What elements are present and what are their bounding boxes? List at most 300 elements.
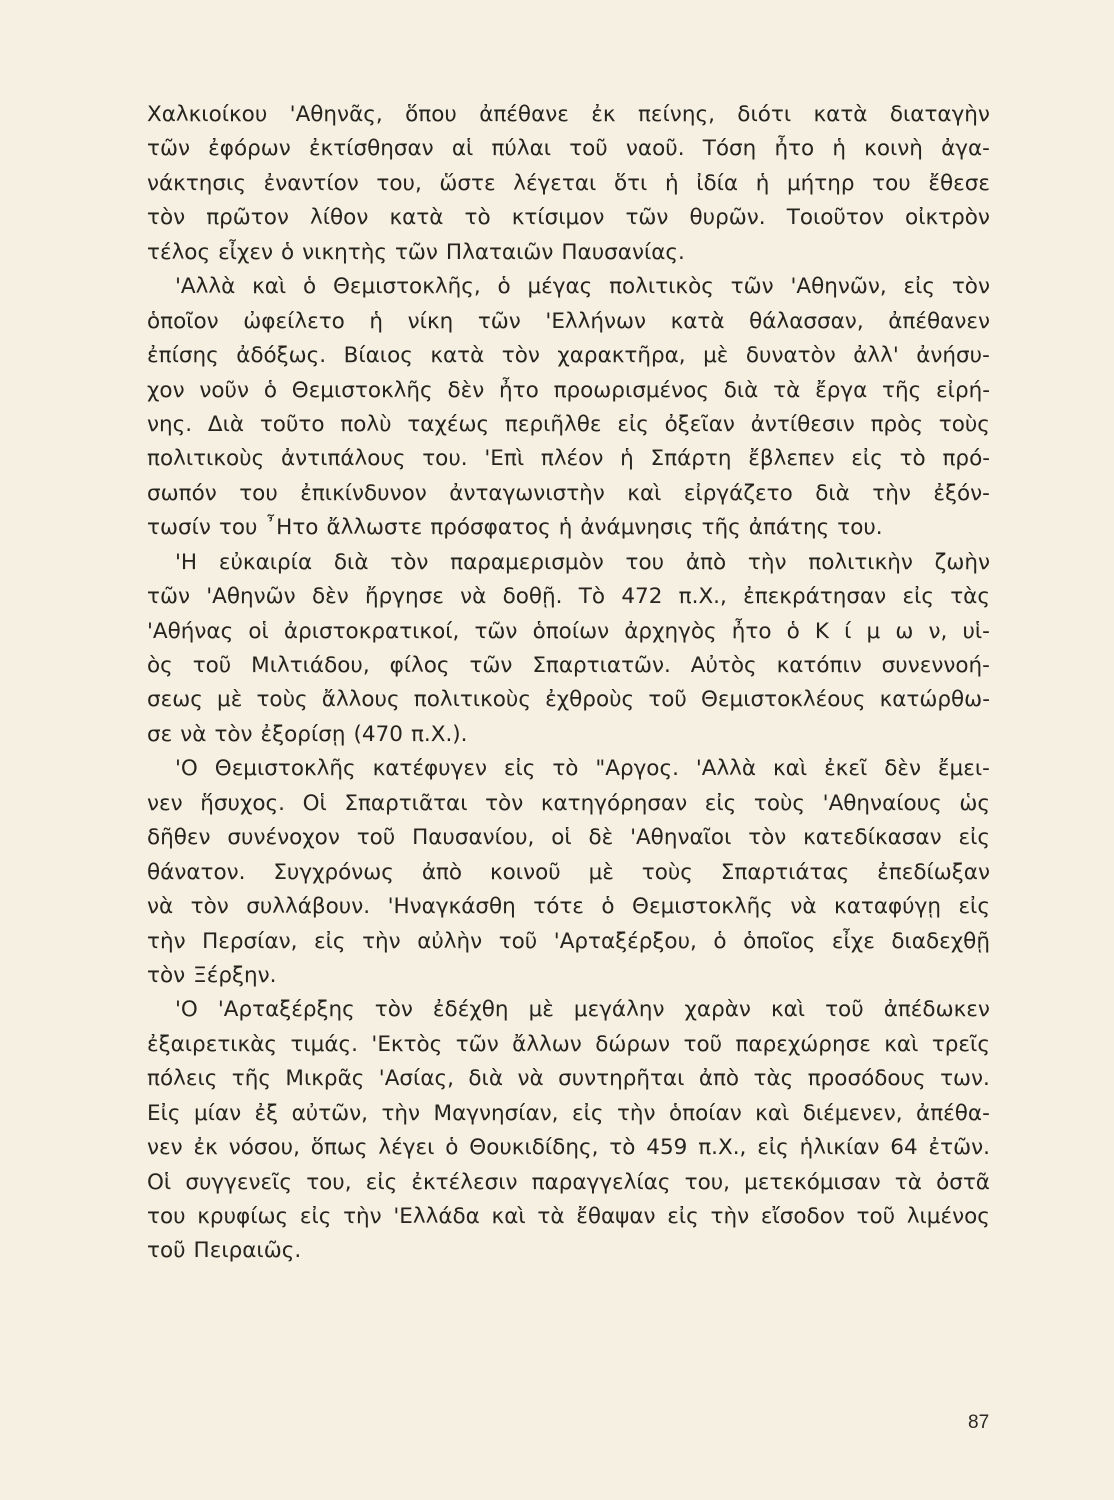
word: ἐκτίσθησαν [308,136,434,162]
word: ἀπέδωκεν [883,997,990,1023]
word: πόλεις [147,1066,218,1092]
word: ἐκ [591,102,616,127]
word: τὸν [390,549,429,575]
word: ἄλλους [321,687,400,713]
word: δὲν [447,377,485,403]
text-line [147,959,990,993]
text-line [147,408,990,442]
word: Μαγνησίαν, [433,1100,559,1126]
word: ἀρχηγὸς [624,618,717,644]
word: ἐκ [193,1135,218,1161]
text-line [147,236,990,270]
word: ω [895,618,914,644]
word: τὴν [710,1204,750,1229]
word: ὥστε [439,170,496,196]
word: κατέφυγεν [372,756,487,782]
word: δὲ [588,825,614,851]
word: τωσίν [147,515,211,541]
word: οἰκτρὸν [905,205,990,231]
word: χαρακτῆρα, [557,343,686,369]
word: εὐκαιρία [218,549,313,575]
word: τὸν [501,343,540,369]
word: ἀντιπάλους [280,446,406,472]
word: κατὰ [813,102,868,127]
word: νὰ [147,894,174,920]
word: ὁ [303,274,317,300]
text-line [147,993,990,1027]
word: τῶν [477,308,521,334]
text-line [147,1028,990,1062]
word: τὰ [894,1169,922,1195]
word: ἐκτέλεσιν [411,1169,518,1195]
word: πολιτικὸς [609,274,714,300]
word: προωρισμένος [553,377,709,403]
word: Παυσανίας. [561,239,685,265]
word: τῶν [469,653,513,678]
word: κτίσιμον [511,205,605,231]
word: Τὸ [578,584,606,610]
word: δῆθεν [147,825,211,851]
word: καὶ [627,480,662,506]
text-line [147,821,990,855]
word: κατὰ [670,308,725,334]
text-line [147,615,990,649]
word: ἀπάτης [748,515,830,541]
word: κατώρθω- [879,687,990,713]
word: καὶ [755,1100,790,1126]
word: τὸ [552,756,579,782]
word: ὁ [497,274,511,300]
word: συντηρῆται [558,1066,685,1092]
word: καὶ [773,756,808,782]
word: παραμερισμὸν [450,549,604,575]
word: νικητὴς [302,239,387,265]
word: ἤργησε [365,584,444,610]
word: καὶ [491,1204,526,1229]
word: π.Χ.). [410,721,468,747]
text-line [147,270,990,304]
word: Πλαταιῶν [445,239,554,265]
text-line [147,925,990,959]
word: λιμένος [906,1204,990,1229]
word: ὁ [281,239,295,265]
word: Σπαρτιᾶται [344,790,468,816]
word: ζωὴν [934,549,990,575]
word: Τοιοῦτον [786,205,884,231]
word: φίλος [389,653,450,678]
word: τὸν [147,962,186,988]
text-line [147,1234,990,1268]
word: 'Ελλάδα [393,1204,480,1229]
word: ἀπέθα- [916,1100,990,1126]
word: νεν [147,790,183,816]
word: 'Αθηναῖοι [630,825,732,851]
word: ἦτο [731,618,772,644]
word: τοῦ [683,1031,723,1057]
word: ἔβλεπεν [748,446,835,472]
word: τὸ [464,205,491,231]
word: 'Αλλὰ [695,756,757,782]
word: τὰς [950,584,990,610]
word: Αὐτὸς [690,653,757,678]
word: ταχέως [407,411,490,437]
word: νὰ [517,1066,544,1092]
word: ἐπικίνδυνον [300,480,427,506]
word: Οἱ [147,1169,172,1195]
word: ὁ [786,618,800,644]
word: τῆς [882,377,922,403]
text-line [147,787,990,821]
word: ἐξόν- [933,480,990,506]
word: πείνης, [637,102,715,127]
text-line [147,132,990,166]
word: ἐπεδίωξαν [877,859,990,885]
word: 'Επὶ [484,446,525,472]
word: ἦτο [499,377,539,403]
word: πολιτικοὺς [413,687,531,713]
word: ἀδόξως. [236,343,327,369]
word: κοινοῦ [489,859,561,885]
word: εἰς [667,1204,699,1229]
text-line [147,1097,990,1131]
text-line [147,580,990,614]
word: 64 [890,1135,918,1161]
word: παρεχώρησε [735,1031,871,1057]
text-line [147,649,990,683]
word: ὀστᾶ [936,1169,990,1195]
word: τὴν [362,928,401,954]
word: τῶν [730,274,774,300]
word: ἀπὸ [421,859,463,885]
word: τῶν [147,136,190,162]
word: ὁποῖος [743,928,816,954]
text-line [147,890,990,924]
word: ἡ [558,515,573,541]
text-line [147,1062,990,1096]
word: σωπόν [147,480,217,506]
word: τὴν [381,1100,421,1126]
word: εἴσοδον [760,1204,845,1229]
word: εἰς [958,894,990,920]
word: τῶν [455,1031,499,1057]
word: εἰς [503,756,536,782]
word: διὰ [723,377,759,403]
word: ἡ [755,170,770,196]
word: 'Ασίας, [378,1066,454,1092]
word: εἰς [902,584,934,610]
word: εἰς [617,411,649,437]
word: ἔργα [815,377,868,403]
word: εἶχε [831,928,875,954]
text-line [147,1131,990,1165]
word: διαδεχθῇ [891,928,990,954]
word: Σπαρτιατῶν. [532,653,671,678]
word: τῶν [625,205,669,231]
word: ν, [928,618,948,644]
word: ἐξ [254,1100,279,1126]
word: τὰ [773,377,801,403]
word: 'Αλλὰ [175,274,236,300]
word: ἀγα- [941,136,990,162]
word: λέγεται [513,170,597,196]
word: πρὸς [870,411,923,437]
word: τοῦτο [259,411,325,437]
word: τοῦ [648,687,687,713]
word: δώρων [595,1031,671,1057]
word: τὴν [872,480,911,506]
word: ἀριστοκρατικοί, [283,618,460,644]
word: ὁ [263,377,277,403]
word: μ [866,618,881,644]
word: νὰ [180,721,207,747]
word: ἀπὸ [685,549,727,575]
word: ἐφόρων [208,136,291,162]
word: ἄλλωστε [326,515,423,541]
word: τοῦ [498,928,538,954]
text-line [147,201,990,235]
word: ναοῦ. [625,136,685,162]
text-line [147,442,990,476]
word: μέγας [527,274,593,300]
word: ί [844,618,852,644]
word: 'Αρταξέρξης [217,997,355,1023]
word: ὁ [713,928,727,954]
word: Βίαιος [343,343,413,369]
word: Μικρᾶς [285,1066,365,1092]
text-line [147,856,990,890]
word: κατὰ [430,343,485,369]
word: ἀνταγωνιστὴν [449,480,605,506]
word: συνένοχον [227,825,340,851]
word: του, [306,1169,352,1195]
word: ἐναντίον [263,170,359,196]
word: Παυσανίου, [412,825,535,851]
word: χαρὰν [684,997,751,1023]
word: καταφύγῃ [834,894,941,920]
word: ἐπεκράτησαν [743,584,887,610]
word: 'Ο [175,997,198,1023]
word: 'Ηναγκάσθη [387,894,516,920]
word: εἰς [903,274,936,300]
word: πύλαι [491,136,552,162]
word: Τόση [702,136,757,162]
word: συγγενεῖς [185,1169,293,1195]
word: ἐχθροὺς [545,687,635,713]
word: εἰς [571,1100,604,1126]
word: τῆς [231,1066,271,1092]
word: δὲν [311,584,349,610]
word: τοὺς [753,790,806,816]
word: 'Αθηνῶν, [790,274,887,300]
word: 459 [646,1135,688,1161]
text-line [147,477,990,511]
word: νὰ [460,584,487,610]
word: ὠφείλετο [243,308,345,334]
word: Θεμιστοκλέους [701,687,866,713]
text-line [147,374,990,408]
word: 'Αθηναίους [822,790,942,816]
word: σε [147,721,173,747]
word: νης. [147,411,193,437]
word: 'Αθηνῶν [206,584,296,610]
word: ἀντίθεσιν [750,411,855,437]
word: κρυφίως [197,1204,289,1229]
word: "Αργος. [595,756,679,782]
word: τοῦ [192,653,232,678]
word: Μιλτιάδου, [251,653,370,678]
word: ἡ [620,446,634,472]
word: τὰς [753,1066,794,1092]
word: ὅπως [310,1135,368,1161]
word: τρεῖς [931,1031,990,1057]
word: μεγάλην [573,997,665,1023]
word: πλέον [540,446,604,472]
word: νίκη [407,308,454,334]
word: Σπαρτιάτας [720,859,850,885]
word: τὸν [951,274,990,300]
word: ἰδία [696,170,739,196]
text-line [147,718,990,752]
word: ἐτῶν. [928,1135,990,1161]
word: τότε [533,894,584,920]
word: εἰς [704,790,737,816]
word: ἄλλων [512,1031,582,1057]
word: Εἰς [147,1100,181,1126]
word: κατὰ [389,205,444,231]
word: ὅπου [405,102,457,127]
word: Θεμιστοκλῆς [214,756,356,782]
word: νοῦν [199,377,250,403]
word: ἡ [369,308,384,334]
word: του [147,1204,186,1229]
word: 'Ελλήνων [545,308,646,334]
word: λίθον [310,205,369,231]
word: τὸν [147,205,186,231]
word: τὸ [609,1135,636,1161]
word: μὲ [217,687,243,713]
word: νόσου, [228,1135,300,1161]
word: ἐπίσης [147,343,219,369]
word: τέλος [147,239,211,265]
word: μὲ [588,859,614,885]
word: τοὺς [641,859,693,885]
word: Σπάρτη [650,446,732,472]
word: τοῦ [147,1238,186,1264]
word: Θουκιδίδης, [469,1135,599,1161]
word: εἰς [314,928,346,954]
word: 'Εκτὸς [371,1031,443,1057]
word: 'Αθηνᾶς, [289,102,383,127]
text-line [147,339,990,373]
text-line [147,1166,990,1200]
word: πρόσφατος [430,515,551,541]
word: ὁ [601,894,615,920]
word: θάλασσαν, [749,308,864,334]
word: ὡς [959,790,990,816]
word: Πειραιῶς. [193,1238,302,1264]
word: τοὺς [938,411,990,437]
word: ὅτι [613,170,648,196]
word: δοθῇ. [502,584,563,610]
word: περιῆλθε [504,411,602,437]
word: τοῦ [856,1204,896,1229]
word: 'Αθήνας [147,618,234,644]
word: εἰς [365,1169,398,1195]
word: του [218,515,258,541]
word: δυνατὸν [745,343,836,369]
text-line [147,683,990,717]
word: παραγγελίας [531,1169,671,1195]
word: τὴν [147,928,186,954]
word: ὁποίαν [669,1100,742,1126]
word: ἡ [664,170,679,196]
page-number: 87 [968,1412,990,1433]
word: πολιτικὴν [808,549,913,575]
word: κοινὴ [864,136,923,162]
word: Διὰ [207,411,245,437]
word: λέγει [378,1135,435,1161]
word: Θεμιστοκλῆς [632,894,773,920]
word: διὰ [815,480,850,506]
word: χον [147,377,185,403]
text-line [147,167,990,201]
word: διὰ [333,549,369,575]
word: ῏Ητο [265,515,319,541]
word: του [872,170,911,196]
word: διέμενεν, [802,1100,903,1126]
word: 472 [621,584,663,610]
word: ἀπὸ [698,1066,740,1092]
word: τῶν [474,618,518,644]
word: τὴν [616,1100,656,1126]
word: ἐξορίσῃ [260,721,346,747]
word: ἀλλ' [853,343,899,369]
word: των. [940,1066,990,1092]
word: Συγχρόνως [273,859,394,885]
word: συνεννοή- [881,653,990,678]
word: νάκτησις [147,170,246,196]
word: αἱ [451,136,474,162]
word: τὸν [374,997,413,1023]
word: αὐτῶν, [291,1100,369,1126]
word: του, [684,1169,730,1195]
word: τῶν [147,584,190,610]
word: εἰς [299,1204,332,1229]
word: του [625,549,665,575]
word: τὸν [214,721,253,747]
text-line [147,1200,990,1234]
word: ἦτο [774,136,815,162]
word: Χαλκιοίκου [147,102,268,127]
word: οἱ [248,618,269,644]
word: κατεδίκασαν [803,825,942,851]
word: καὶ [884,1031,919,1057]
word: τοὺς [256,687,308,713]
word: Οἱ [302,790,327,816]
word: τὴν [343,1204,382,1229]
word: σεως [147,687,203,713]
word: αὐλὴν [417,928,483,954]
word: ἔθεσε [928,170,990,196]
word: μίαν [193,1100,242,1126]
word: τῆς [701,515,741,541]
word: τοῦ [569,136,608,162]
word: εἰς [958,825,990,851]
word: ἐδέχθη [432,997,509,1023]
word: διαταγὴν [889,102,990,127]
text-line [147,511,990,545]
word: τὸν [748,825,787,851]
